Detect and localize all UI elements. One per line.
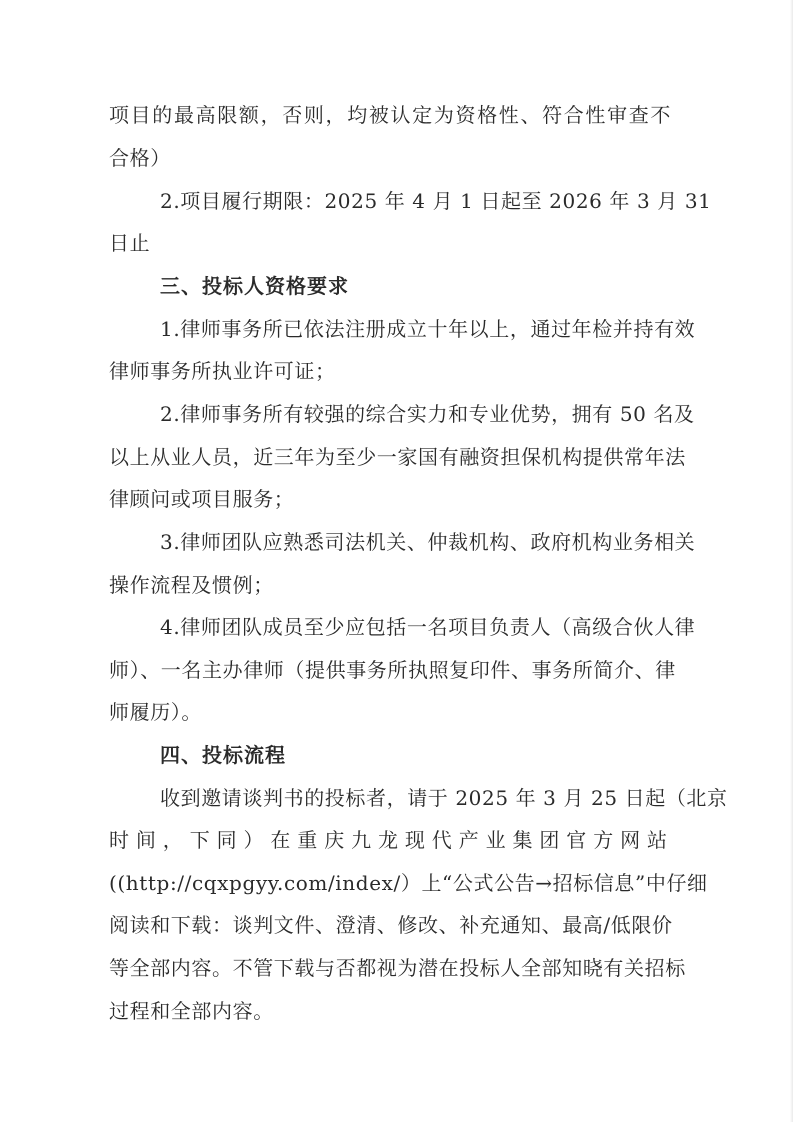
text-line: 合格） [109,146,171,170]
text-line: 项目的最高限额，否则，均被认定为资格性、符合性审查不 [109,103,671,127]
text-line: 以上从业人员，近三年为至少一家国有融资担保机构提供常年法 [109,445,686,469]
text-line: 师）、一名主办律师（提供事务所执照复印件、事务所简介、律 [109,658,676,682]
text-line: 律师事务所执业许可证； [109,359,336,383]
text-line: 阅读和下载：谈判文件、澄清、修改、补充通知、最高/低限价 [109,913,673,937]
text-line: 1.律师事务所已依法注册成立十年以上，通过年检并持有效 [160,317,696,341]
text-line: 过程和全部内容。 [109,999,274,1023]
text-line: 律顾问或项目服务； [109,487,295,511]
text-line: 时间，下同）在重庆九龙现代产业集团官方网站 [109,828,671,852]
text-line: ((http://cqxpgyy.com/index/）上“公式公告→招标信息”中仔细 [109,871,708,895]
text-line: 师履历）。 [109,700,202,724]
text-line: 2.项目履行期限：2025 年 4 月 1 日起至 2026 年 3 月 31 [160,189,712,213]
text-line: 2.律师事务所有较强的综合实力和专业优势，拥有 50 名及 [160,402,695,426]
text-line: 等全部内容。不管下载与否都视为潜在投标人全部知晓有关招标 [109,956,686,980]
text-line: 日止 [109,231,151,255]
text-line: 收到邀请谈判书的投标者，请于 2025 年 3 月 25 日起（北京 [160,786,728,810]
section-heading: 三、投标人资格要求 [160,274,349,298]
section-heading: 四、投标流程 [160,743,286,767]
text-line: 3.律师团队应熟悉司法机关、仲裁机构、政府机构业务相关 [160,530,696,554]
text-line: 操作流程及惯例； [109,573,274,597]
text-line: 4.律师团队成员至少应包括一名项目负责人（高级合伙人律 [160,615,696,639]
